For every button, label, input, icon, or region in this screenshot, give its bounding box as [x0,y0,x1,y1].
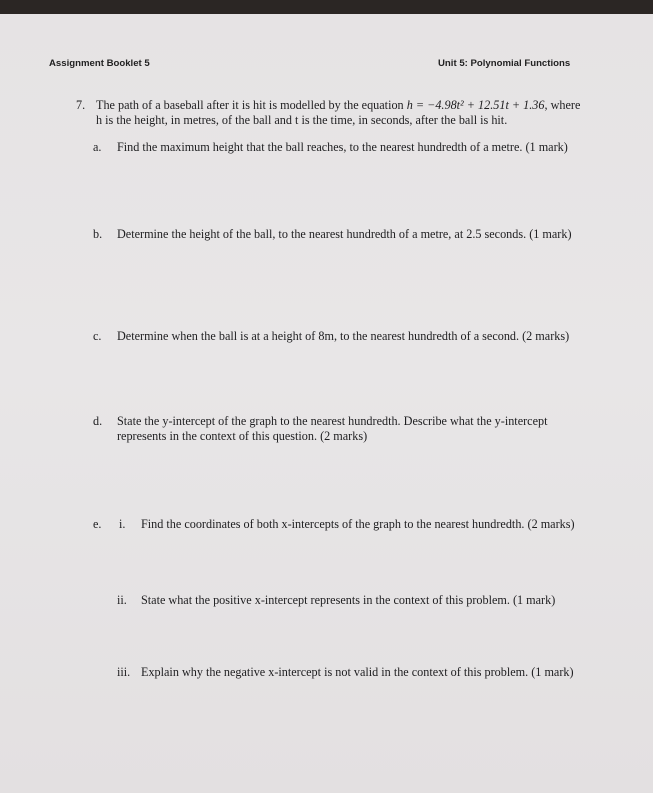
question-stem-line-2: h is the height, in metres, of the ball and t is the time, in seconds, after the ball is hit. [96,113,508,127]
part-a-text: Find the maximum height that the ball reaches, to the nearest hundredth of a metre. (1 mark) [117,140,568,154]
part-c-label: c. [93,329,102,343]
question-stem-line-1 [96,98,616,113]
part-d-text-line-2: represents in the context of this question. (2 marks) [117,429,368,443]
part-e-label: e. [93,517,102,531]
part-d-text-line-1: State the y-intercept of the graph to the nearest hundredth. Describe what the y-intercept [117,414,548,428]
question-number: 7. [76,98,86,112]
part-a-label: a. [93,140,102,154]
question-stem-intro: The path of a baseball after it is hit is modelled by the equation [96,98,407,112]
question-stem [96,98,616,128]
booklet-title: Assignment Booklet 5 [49,58,150,69]
question-stem-where: , where [544,98,581,112]
part-e-iii-label: iii. [117,665,131,679]
part-e-i-label: i. [119,517,126,531]
part-b-text: Determine the height of the ball, to the nearest hundredth of a metre, at 2.5 seconds. (1 mark) [117,227,572,241]
unit-title: Unit 5: Polynomial Functions [438,58,571,69]
part-e-iii-text: Explain why the negative x-intercept is not valid in the context of this problem. (1 mark) [141,665,574,679]
part-e-i-text: Find the coordinates of both x-intercepts of the graph to the nearest hundredth. (2 marks) [141,517,575,531]
question-equation: h = −4.98t² + 12.51t + 1.36 [406,98,545,112]
worksheet-page [0,14,653,793]
part-b-label: b. [93,227,103,241]
part-e-ii-text: State what the positive x-intercept represents in the context of this problem. (1 mark) [141,593,556,607]
part-d-label: d. [93,414,103,428]
part-c-text: Determine when the ball is at a height of 8m, to the nearest hundredth of a second. (2 marks) [117,329,570,343]
part-e-ii-label: ii. [117,593,127,607]
